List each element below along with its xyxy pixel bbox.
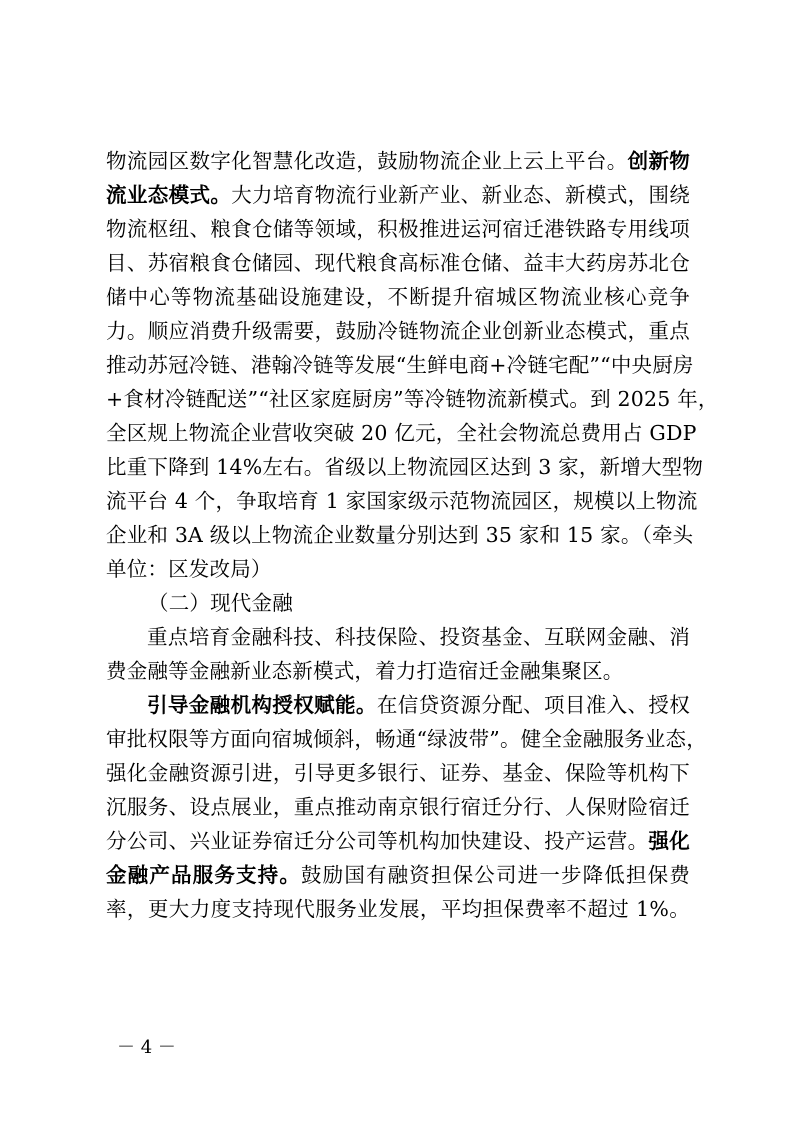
body-text: 物流枢纽、粮食仓储等领域，积极推进运河宿迁港铁路专用线项	[106, 217, 690, 241]
paragraph-line	[106, 450, 704, 484]
paragraph-line	[106, 552, 690, 586]
body-text: 储中心等物流基础设施建设，不断提升宿城区物流业核心竞争	[106, 285, 690, 309]
page-number: － 4 －	[117, 1037, 176, 1058]
paragraph-line	[106, 416, 697, 450]
bold-heading-text: 强化	[648, 829, 691, 853]
paragraph-line	[106, 382, 719, 416]
bold-heading-text: 流业态模式。	[106, 183, 232, 207]
paragraph-line	[106, 756, 690, 790]
body-text: 鼓励国有融资担保公司进一步降低担保费	[300, 863, 690, 887]
paragraph-line	[106, 654, 690, 688]
body-text: 单位：区发改局）	[106, 557, 272, 581]
paragraph-line	[106, 824, 690, 858]
paragraph-line	[106, 858, 690, 892]
body-text: 分公司、兴业证券宿迁分公司等机构加快建设、投产运营。	[106, 829, 649, 853]
paragraph-line	[106, 178, 690, 212]
paragraph-line	[106, 620, 690, 654]
paragraph-line	[106, 246, 690, 280]
section-heading	[106, 586, 690, 620]
body-text: 率，更大力度支持现代服务业发展，平均担保费率不超过 1%。	[106, 897, 690, 921]
body-text: 企业和 3A 级以上物流企业数量分别达到 35 家和 15 家。（牵头	[106, 523, 694, 547]
body-text: 全区规上物流企业营收突破 20 亿元，全社会物流总费用占 GDP	[106, 421, 697, 445]
body-text: 大力培育物流行业新产业、新业态、新模式，围绕	[231, 183, 691, 207]
document-body	[106, 144, 719, 926]
paragraph-line	[106, 790, 690, 824]
body-text: 审批权限等方面向宿城倾斜，畅通“绿波带”。健全金融服务业态，	[106, 727, 707, 751]
body-text: 比重下降到 14%左右。省级以上物流园区达到 3 家，新增大型物	[106, 455, 704, 479]
body-text: 在信贷资源分配、项目准入、授权	[376, 693, 690, 717]
paragraph-line	[106, 484, 698, 518]
body-text: 费金融等金融新业态新模式，着力打造宿迁金融集聚区。	[106, 659, 624, 683]
bold-heading-text: 引导金融机构授权赋能。	[147, 693, 377, 717]
body-text: （二）现代金融	[148, 591, 293, 615]
body-text: 重点培育金融科技、科技保险、投资基金、互联网金融、消	[147, 625, 690, 649]
paragraph-line	[106, 348, 694, 382]
paragraph-line	[106, 212, 690, 246]
paragraph-line	[106, 280, 690, 314]
paragraph-line	[106, 518, 694, 552]
paragraph-line	[106, 144, 690, 178]
body-text: 物流园区数字化智慧化改造，鼓励物流企业上云上平台。	[106, 149, 628, 173]
body-text: +食材冷链配送”“社区家庭厨房”等冷链物流新模式。到 2025 年，	[106, 387, 719, 411]
body-text: 力。顺应消费升级需要，鼓励冷链物流企业创新业态模式，重点	[106, 319, 690, 343]
body-text: 目、苏宿粮食仓储园、现代粮食高标准仓储、益丰大药房苏北仓	[106, 251, 690, 275]
paragraph-line	[106, 892, 690, 926]
body-text: 强化金融资源引进，引导更多银行、证券、基金、保险等机构下	[106, 761, 690, 785]
bold-heading-text: 金融产品服务支持。	[106, 863, 301, 887]
body-text: 流平台 4 个，争取培育 1 家国家级示范物流园区，规模以上物流	[106, 489, 698, 513]
paragraph-line	[106, 722, 707, 756]
paragraph-line	[106, 688, 690, 722]
bold-heading-text: 创新物	[627, 149, 691, 173]
paragraph-line	[106, 314, 690, 348]
body-text: 沉服务、设点展业，重点推动南京银行宿迁分行、人保财险宿迁	[106, 795, 690, 819]
body-text: 推动苏冠冷链、港翰冷链等发展“生鲜电商+冷链宅配”“中央厨房	[106, 353, 694, 377]
